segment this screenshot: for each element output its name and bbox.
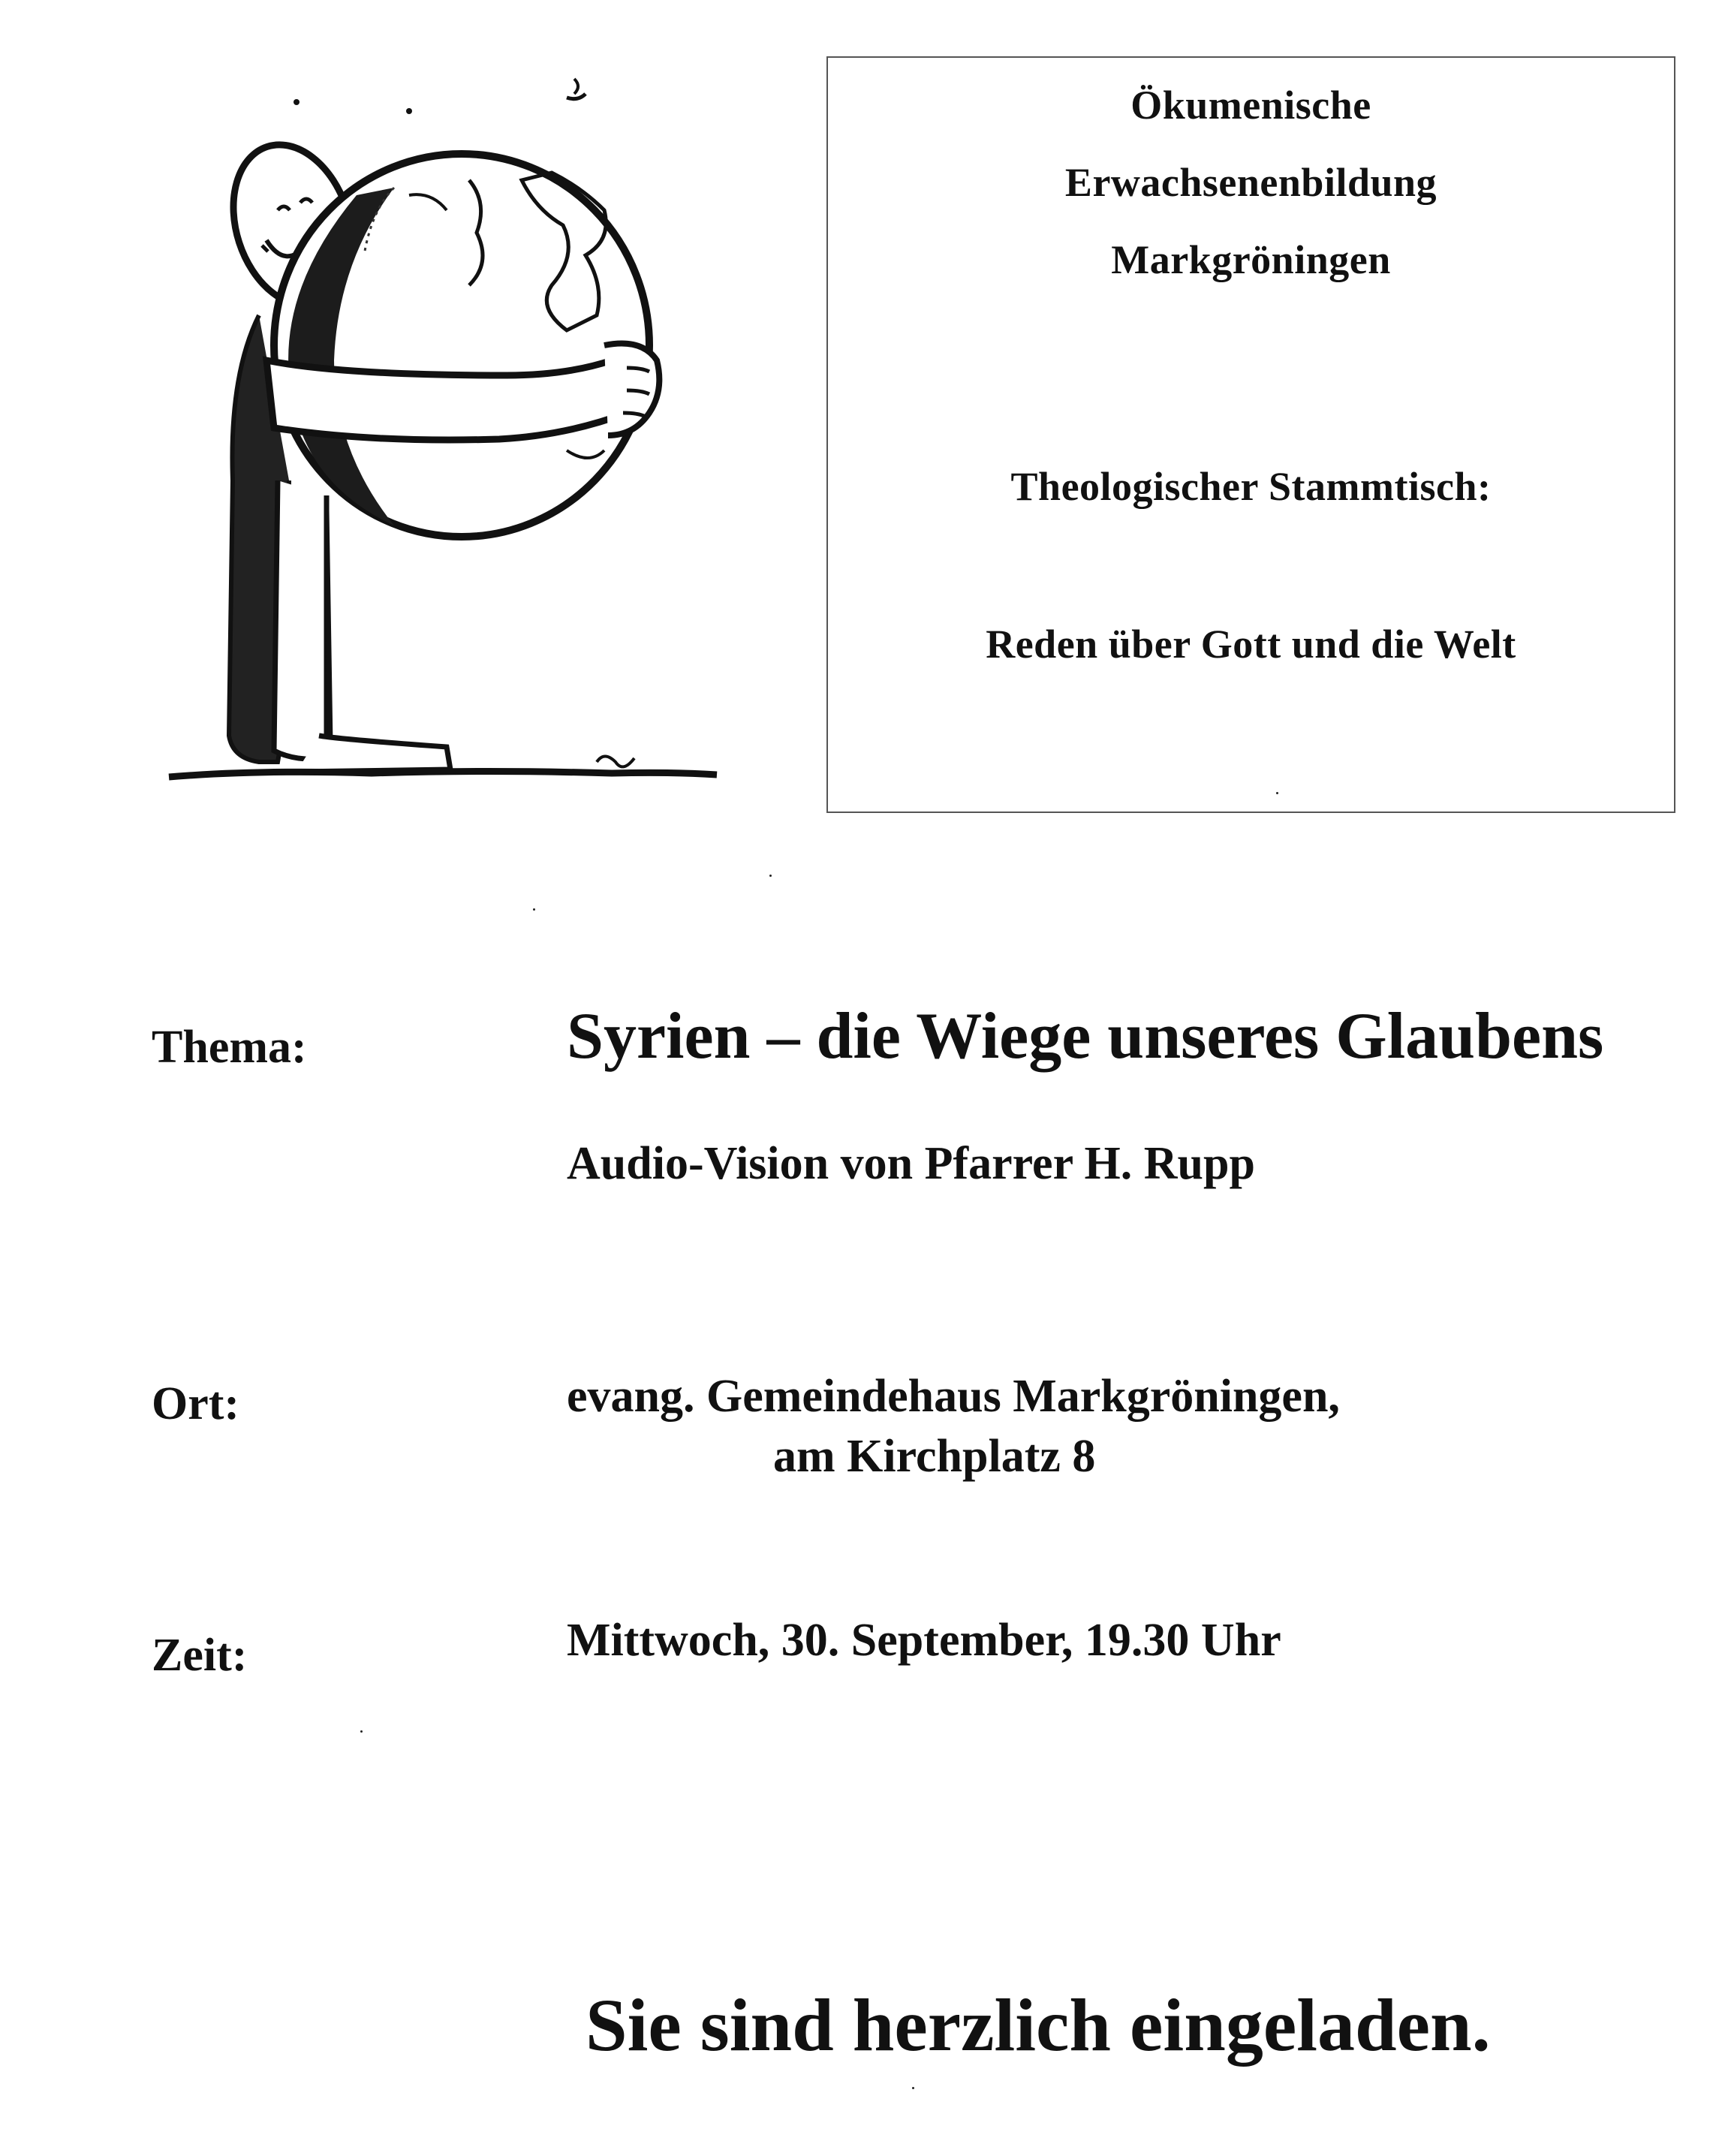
time-value: Mittwoch, 30. September, 19.30 Uhr — [567, 1615, 1281, 1666]
scan-speck — [769, 875, 772, 877]
place-line-2: am Kirchplatz 8 — [773, 1431, 1096, 1482]
person-hugging-globe-icon — [146, 60, 747, 811]
series-tagline: Reden über Gott und die Welt — [986, 622, 1516, 667]
closing-invitation: Sie sind herzlich eingeladen. — [586, 1983, 1491, 2067]
scan-speck — [533, 908, 535, 911]
time-label: Zeit: — [152, 1630, 248, 1681]
scan-speck — [1276, 792, 1278, 794]
place-label: Ort: — [152, 1378, 240, 1429]
event-subtitle: Audio-Vision von Pfarrer H. Rupp — [567, 1138, 1255, 1189]
organizer-line-3: Markgröningen — [1111, 237, 1391, 282]
organizer-line-1: Ökumenische — [1130, 83, 1371, 128]
place-line-1: evang. Gemeindehaus Markgröningen, — [567, 1371, 1340, 1422]
organizer-line-2: Erwachsenenbildung — [1064, 160, 1437, 205]
topic-label: Thema: — [152, 1022, 307, 1073]
scan-speck — [360, 1730, 363, 1733]
event-title: Syrien – die Wiege unseres Glaubens — [567, 1000, 1604, 1073]
series-name: Theologischer Stammtisch: — [1010, 464, 1492, 509]
scan-speck — [912, 2087, 914, 2089]
header-box — [826, 56, 1675, 813]
